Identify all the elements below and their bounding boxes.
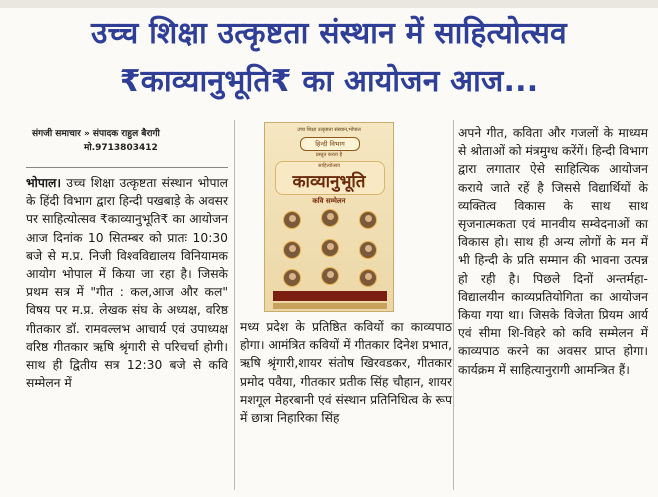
poster-small-label: साहित्योत्सव bbox=[318, 163, 340, 169]
poster-department: हिन्दी विभाग bbox=[300, 137, 360, 151]
article-column-1-text: उच्च शिक्षा उत्कृष्टता संस्थान भोपाल के हिंदी विभाग द्वारा हिन्दी पखबाड़े के अवसर पर साहित्योत्सव ₹काव्यानुभूति₹ का आयोजन आज दिनांक 10 सितम्बर को प्रातः 10:30 बजे से म.प्र. निजी विश्वविद्यालय विनियामक आयोग भोपाल में किया जा रहा है। जिसके प्रथम सत्र में "गीत : कल,आज और कल" विषय पर म.प्र. लेखक संघ के अध्यक्ष, वरिष्ठ गीतकार डॉ. रामवल्लभ आचार्य एवं उपाध्यक्ष वरिष्ठ गीतकार ऋषि श्रृंगारी से परिचर्चा होगी। साथ ही द्वितीय सत्र 12:30 बजे से कवि सम्मेलन में bbox=[26, 176, 228, 391]
byline-divider bbox=[26, 167, 228, 168]
poet-photo-icon bbox=[321, 209, 339, 227]
article-column-1 bbox=[26, 174, 228, 392]
poet-photo-icon bbox=[321, 267, 339, 285]
poet-photo-icon bbox=[321, 239, 339, 257]
poster-footer-band bbox=[273, 291, 387, 301]
poster-footer-strip bbox=[273, 303, 387, 309]
arrow-icon: » bbox=[83, 129, 93, 139]
poster-kavi-label: कवि सम्मेलन bbox=[312, 197, 346, 205]
poet-photo-icon bbox=[359, 241, 377, 259]
byline-editor: संपादक राहुल बैरागी bbox=[92, 129, 160, 139]
event-poster bbox=[264, 122, 394, 312]
byline-phone: मो.9713803412 bbox=[84, 143, 158, 153]
poster-title: काव्यानुभूति bbox=[292, 172, 366, 192]
byline-source-editor bbox=[32, 127, 232, 141]
top-band bbox=[0, 0, 658, 8]
article-column-3: अपने गीत, कविता और गजलों के माध्यम से श्रोताओं को मंत्रमुग्ध करेंगें। हिन्दी विभाग द्वारा लगातार ऐसे साहित्यिक आयोजन कराये जाते रहें है जिससे विद्यार्थियों के व्यक्तित्व विकास के साथ साथ सृजनात्मकता एवं मानवीय सम्वेदनाओं का विकास हो। साथ ही अन्य लोगों के मन में भी हिन्दी के प्रति सम्मान की भावना उत्पन्न हो रही है। पिछले दिनों अन्तर्महा-विद्यालयीन काव्यप्रतियोगिता का आयोजन किया गया था। जिसके विजेता प्रियम आर्य एवं सीमा शि-विहरे को कवि सम्मेलन में काव्यपाठ करने का अवसर प्राप्त होगा। कार्यक्रम में साहित्यानुरागी आमन्त्रित हैं। bbox=[458, 126, 648, 377]
dateline: भोपाल। bbox=[26, 176, 61, 190]
headline-line-2: ₹काव्यानुभूति₹ का आयोजन आज... bbox=[119, 64, 539, 99]
poet-photo-icon bbox=[359, 211, 377, 229]
headline-line-1: उच्च शिक्षा उत्कृष्टता संस्थान में साहित्योत्सव bbox=[91, 16, 567, 51]
column-divider-1 bbox=[234, 120, 235, 490]
article-column-2: मध्य प्रदेश के प्रतिष्ठित कवियों का काव्यपाठ होगा। आमंत्रित कवियों में गीतकार दिनेश प्रभात, ऋषि श्रृंगारी,शायर संतोष खिरवडकर, गीतकार प्रमोद पवैया, गीतकार प्रतीक सिंह चौहान, शायर मशगूल मेहरबानी एवं संस्थान प्रतिनिधित्व के रूप में छात्रा निहारिका सिंह bbox=[240, 320, 452, 426]
poet-photo-icon bbox=[283, 241, 301, 259]
column-divider-2 bbox=[453, 120, 454, 490]
byline-source: संगजी समाचार bbox=[32, 129, 81, 139]
poster-subtitle: प्रस्तुत करता है bbox=[315, 152, 343, 158]
poet-photo-icon bbox=[359, 269, 377, 287]
poster-institute: उच्च शिक्षा उत्कृष्टता संस्थान,भोपाल bbox=[297, 127, 361, 133]
byline bbox=[32, 127, 232, 155]
poet-photo-icon bbox=[283, 211, 301, 229]
poet-photo-icon bbox=[283, 269, 301, 287]
